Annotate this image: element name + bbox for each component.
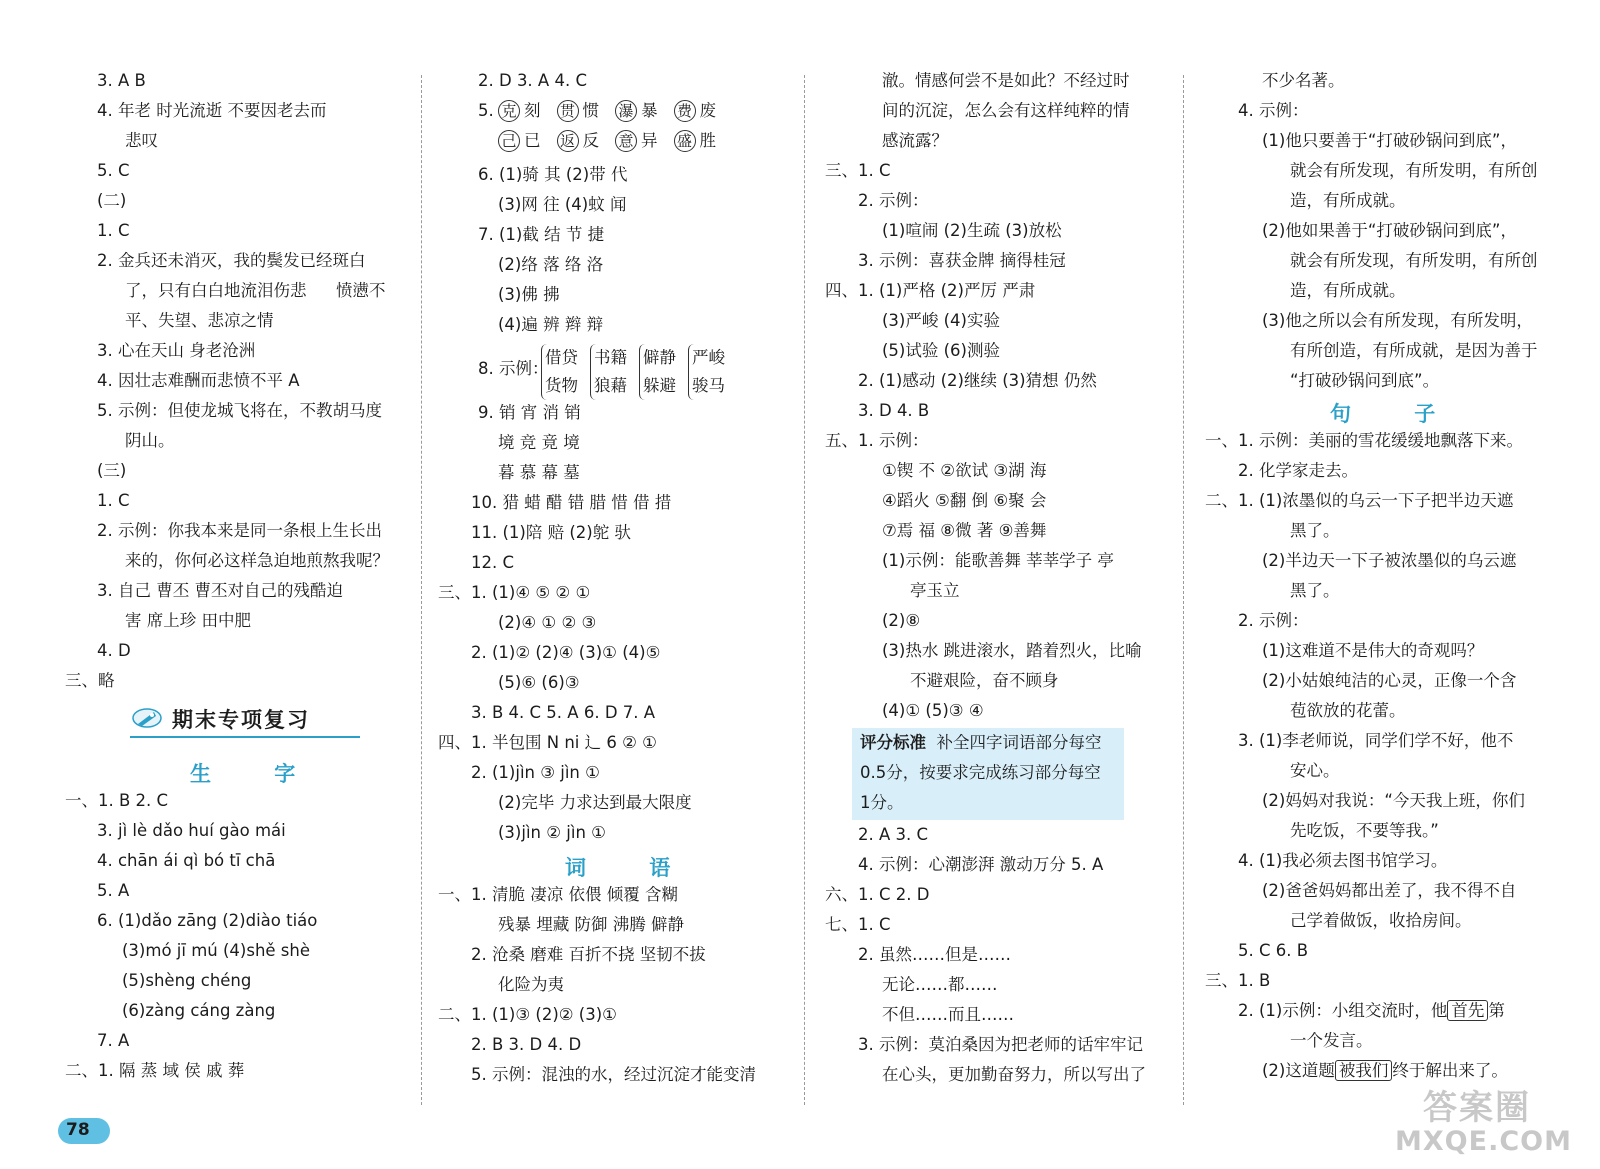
answer-line: (4)① (5)③ ④ — [882, 701, 984, 720]
answer-line: 2. (1)感动 (2)继续 (3)猜想 仍然 — [858, 371, 1097, 390]
answer-line: 一、1. 清脆 凄凉 依偎 倾覆 含糊 — [438, 885, 678, 904]
section-banner-title: 期末专项复习 — [172, 708, 310, 732]
answer-line: 2. 化学家走去。 — [1238, 461, 1358, 480]
page-number-badge — [58, 1118, 128, 1146]
answer-line: 3. D 4. B — [858, 401, 930, 420]
answer-column-3 — [825, 62, 1170, 1112]
plain-char: 暴 — [641, 101, 658, 120]
answer-line: 2. A 3. C — [858, 825, 929, 844]
column-divider — [1183, 75, 1184, 1105]
answer-line: (2)他如果善于“打破砂锅问到底”， — [1262, 221, 1517, 240]
answer-line: 3. 心在天山 身老沧洲 — [97, 341, 256, 360]
plain-char: 已 — [524, 131, 541, 150]
answer-line: 二、1. (1)浓墨似的乌云一下子把半边天遮 — [1205, 491, 1514, 510]
word-pair — [688, 344, 725, 400]
column-divider — [804, 75, 805, 1105]
answer-line: 2. 示例： — [858, 191, 929, 210]
answer-line: (2)爸爸妈妈都出差了，我不得不自 — [1262, 881, 1517, 900]
answer-line: 二、1. 隔 蒸 域 侯 戚 葬 — [65, 1061, 245, 1080]
column-divider — [421, 75, 422, 1105]
answer-line: 3. 自己 曹丕 曹丕对自己的残酷迫 — [97, 581, 343, 600]
answer-line: 害 席上珍 田中肥 — [125, 611, 251, 630]
answer-line: 2. 虽然……但是…… — [858, 945, 1011, 964]
answer-text: 第 — [1488, 1001, 1505, 1020]
answer-line: 7. (1)截 结 节 捷 — [478, 225, 605, 244]
circled-char: 返 — [557, 130, 579, 152]
answer-line: (3)热水 跳进滚水，踏着烈火，比喻 — [882, 641, 1142, 660]
answer-line: 3. B 4. C 5. A 6. D 7. A — [471, 703, 656, 722]
circled-char: 盛 — [674, 130, 696, 152]
circled-char: 费 — [674, 100, 696, 122]
answer-line: 2. B 3. D 4. D — [471, 1035, 582, 1054]
circled-char: 克 — [498, 100, 520, 122]
q8-group — [541, 344, 737, 400]
answer-line: 5. C — [97, 161, 130, 180]
answer-line: 就会有所发现，有所发明，有所创 — [1290, 161, 1538, 180]
answer-line: 5. C 6. B — [1238, 941, 1309, 960]
answer-line: 七、1. C — [825, 915, 891, 934]
answer-line: (1)他只要善于“打破砂锅问到底”， — [1262, 131, 1517, 150]
answer-line: 感流露？ — [882, 131, 948, 150]
answer-line: (3)佛 拂 — [498, 285, 560, 304]
word-pair-bottom: 躲避 — [643, 376, 676, 395]
page-number: 78 — [66, 1120, 90, 1140]
answer-line: 残暴 埋藏 防御 沸腾 僻静 — [498, 915, 684, 934]
plain-char: 异 — [641, 131, 658, 150]
answer-line: (3)他之所以会有所发现，有所发明， — [1262, 311, 1533, 330]
answer-line: (3)严峻 (4)实验 — [882, 311, 1000, 330]
word-pair — [590, 344, 627, 400]
answer-line: 造，有所成就。 — [1290, 281, 1406, 300]
answer-line: 四、1. 半包围 N ni 辶 6 ② ① — [438, 733, 657, 752]
answer-line: 己学着做饭，收拾房间。 — [1290, 911, 1472, 930]
answer-line: 阴山。 — [125, 431, 175, 450]
answer-line: (2)④ ① ② ③ — [498, 613, 597, 632]
answer-line: 2. 示例： — [1238, 611, 1309, 630]
scoring-criteria-line: 0.5分，按要求完成练习部分每空 — [860, 763, 1101, 782]
word-pair-bottom: 骏马 — [692, 376, 725, 395]
answer-line: (2)完毕 力求达到最大限度 — [498, 793, 692, 812]
answer-line: (3)mó jī mú (4)shě shè — [122, 941, 311, 960]
scoring-criteria-label: 评分标准 — [860, 733, 926, 752]
answer-line: 8. 示例： — [478, 359, 549, 378]
answer-line: ⑦焉 福 ⑧微 著 ⑨善舞 — [882, 521, 1047, 540]
word-pair — [639, 344, 676, 400]
heading-ju-zi: 句 子 — [1330, 402, 1464, 426]
answer-line: (1)喧闹 (2)生疏 (3)放松 — [882, 221, 1062, 240]
answer-text: (2)这道题 — [1262, 1061, 1335, 1080]
answer-line: (2)小姑娘纯洁的心灵，正像一个含 — [1262, 671, 1517, 690]
answer-line: 7. A — [97, 1031, 130, 1050]
answer-text: 终于解出来了。 — [1392, 1061, 1508, 1080]
answer-line: (6)zàng cáng zàng — [122, 1001, 276, 1020]
answer-line: 4. (1)我必须去图书馆学习。 — [1238, 851, 1448, 870]
answer-line: 安心。 — [1290, 761, 1340, 780]
answer-line: (2)妈妈对我说：“今天我上班，你们 — [1262, 791, 1525, 810]
answer-column-1 — [65, 62, 405, 1112]
watermark-url: MXQE.COM — [1395, 1126, 1572, 1157]
scoring-criteria-line — [860, 732, 1102, 754]
plain-char: 废 — [699, 101, 716, 120]
answer-line: 2. 沧桑 磨难 百折不挠 坚韧不拔 — [471, 945, 706, 964]
answer-line: 苞欲放的花蕾。 — [1290, 701, 1406, 720]
watermark-logo — [1395, 1080, 1572, 1160]
answer-line: 四、1. (1)严格 (2)严厉 严肃 — [825, 281, 1036, 300]
scoring-criteria-line: 1分。 — [860, 793, 904, 812]
answer-line: 暮 慕 幕 墓 — [498, 463, 580, 482]
answer-line: 1. C — [97, 491, 130, 510]
answer-overlay-text: 愤懑不 — [336, 281, 386, 300]
answer-line: (3)jìn ② jìn ① — [498, 823, 606, 842]
word-pair-top: 严峻 — [692, 348, 725, 367]
q5-row — [498, 100, 732, 122]
answer-line: 6. (1)骑 其 (2)带 代 — [478, 165, 628, 184]
q5-row — [498, 130, 732, 152]
circled-char: 瀑 — [615, 100, 637, 122]
answer-line: (三) — [97, 461, 127, 480]
answer-column-4 — [1205, 62, 1555, 1112]
answer-line: 2. D 3. A 4. C — [478, 71, 587, 90]
answer-line: 1. C — [97, 221, 130, 240]
answer-line: 一个发言。 — [1290, 1031, 1373, 1050]
answer-column-2 — [438, 62, 783, 1112]
answer-line: 不但……而且…… — [882, 1005, 1014, 1024]
answer-line: 3. 示例：喜获金牌 摘得桂冠 — [858, 251, 1066, 270]
scoring-criteria-box — [852, 728, 1124, 820]
answer-line: (3)网 往 (4)蚊 闻 — [498, 195, 627, 214]
answer-line-boxed — [1262, 1060, 1508, 1082]
plain-char: 惯 — [582, 101, 599, 120]
answer-line: 间的沉淀，怎么会有这样纯粹的情 — [882, 101, 1130, 120]
answer-line: 4. 因壮志难酬而悲愤不平 A — [97, 371, 300, 390]
answer-line: 3. A B — [97, 71, 146, 90]
circled-char: 己 — [498, 130, 520, 152]
word-pair — [541, 344, 578, 400]
answer-line: (5)⑥ (6)③ — [498, 673, 580, 692]
answer-line: (二) — [97, 191, 127, 210]
answer-line: 有所创造，有所成就，是因为善于 — [1290, 341, 1538, 360]
word-pair-bottom: 狼藉 — [594, 376, 627, 395]
answer-line: 11. (1)陪 赔 (2)鸵 驮 — [471, 523, 631, 542]
boxed-word: 被我们 — [1335, 1060, 1393, 1081]
answer-line: 2. 金兵还未消灭，我的鬓发已经斑白 — [97, 251, 366, 270]
answer-line: 三、1. C — [825, 161, 891, 180]
answer-line: 12. C — [471, 553, 515, 572]
boxed-word: 首先 — [1447, 1000, 1488, 1021]
answer-line: 就会有所发现，有所发明，有所创 — [1290, 251, 1538, 270]
word-pair-top: 僻静 — [643, 348, 676, 367]
answer-text: 2. (1)示例：小组交流时，他 — [1238, 1001, 1448, 1020]
answer-line: 4. 示例：心潮澎湃 激动万分 5. A — [858, 855, 1104, 874]
answer-line: 先吃饭，不要等我。” — [1290, 821, 1439, 840]
answer-line: 2. (1)② (2)④ (3)① (4)⑤ — [471, 643, 661, 662]
answer-line: 二、1. (1)③ (2)② (3)① — [438, 1005, 617, 1024]
heading-sheng-zi: 生 字 — [190, 762, 324, 786]
plain-char: 刻 — [524, 101, 541, 120]
answer-line: ④蹈火 ⑤翻 倒 ⑥聚 会 — [882, 491, 1047, 510]
answer-line: 3. 示例：莫泊桑因为把老师的话牢牢记 — [858, 1035, 1143, 1054]
answer-line: 9. 销 宵 消 销 — [478, 403, 581, 422]
answer-line: 5. 示例：但使龙城飞将在，不教胡马度 — [97, 401, 382, 420]
answer-line: (5)试验 (6)测验 — [882, 341, 1000, 360]
word-pair-bottom: 货物 — [545, 376, 578, 395]
answer-line: 平、失望、悲凉之情 — [125, 311, 274, 330]
answer-line: 来的，你何必这样急迫地煎熬我呢？ — [125, 551, 389, 570]
section-banner — [130, 702, 360, 738]
answer-line: 造，有所成就。 — [1290, 191, 1406, 210]
answer-line: (5)shèng chéng — [122, 971, 252, 990]
answer-line: 6. (1)dǎo zāng (2)diào tiáo — [97, 911, 318, 930]
answer-line: (4)遍 辨 辫 辩 — [498, 315, 604, 334]
answer-line: 不少名著。 — [1262, 71, 1345, 90]
answer-line: 2. 示例：你我本来是同一条根上生长出 — [97, 521, 382, 540]
answer-line: 4. 年老 时光流逝 不要因老去而 — [97, 101, 327, 120]
answer-line: 化险为夷 — [498, 975, 564, 994]
word-pair-top: 书籍 — [594, 348, 627, 367]
answer-line: 5. A — [97, 881, 130, 900]
answer-line: 10. 猎 蜡 醋 错 腊 惜 借 措 — [471, 493, 672, 512]
answer-line: 五、1. 示例： — [825, 431, 929, 450]
circled-char: 意 — [615, 130, 637, 152]
answer-line: 六、1. C 2. D — [825, 885, 930, 904]
word-pair-top: 借贷 — [545, 348, 578, 367]
answer-line: 三、1. (1)④ ⑤ ② ① — [438, 583, 591, 602]
watermark-text: 答案圈 — [1423, 1088, 1531, 1128]
scoring-criteria-text: 补全四字词语部分每空 — [936, 733, 1102, 752]
answer-line: (2)络 落 络 洛 — [498, 255, 604, 274]
answer-line: 黑了。 — [1290, 581, 1340, 600]
answer-line: 亭玉立 — [910, 581, 960, 600]
heading-ci-yu: 词 语 — [565, 856, 699, 880]
answer-line: 4. chān ái qì bó tī chā — [97, 851, 276, 870]
answer-line: (1)这难道不是伟大的奇观吗？ — [1262, 641, 1484, 660]
rocket-icon — [130, 704, 164, 732]
answer-line: (2)⑧ — [882, 611, 921, 630]
answer-line: 黑了。 — [1290, 521, 1340, 540]
answer-line: 澈。情感何尝不是如此？不经过时 — [882, 71, 1130, 90]
answer-line: 了，只有白白地流泪伤悲 — [125, 281, 307, 300]
circled-char: 贯 — [557, 100, 579, 122]
answer-line: 三、略 — [65, 671, 115, 690]
q5-label: 5. — [478, 101, 494, 120]
answer-line: 在心头，更加勤奋努力，所以写出了 — [882, 1065, 1146, 1084]
answer-line: 一、1. 示例：美丽的雪花缓缓地飘落下来。 — [1205, 431, 1523, 450]
answer-line: “打破砂锅问到底”。 — [1290, 371, 1440, 390]
plain-char: 胜 — [699, 131, 716, 150]
answer-line: 不避艰险，奋不顾身 — [910, 671, 1059, 690]
answer-line: 3. jì lè dǎo huí gào mái — [97, 821, 286, 840]
answer-line: 4. D — [97, 641, 131, 660]
answer-line: 境 竞 竟 境 — [498, 433, 580, 452]
answer-line: ①锲 不 ②欲试 ③湖 海 — [882, 461, 1047, 480]
answer-line: 无论……都…… — [882, 975, 998, 994]
answer-line: 4. 示例： — [1238, 101, 1309, 120]
answer-line: 三、1. B — [1205, 971, 1271, 990]
answer-line: 2. (1)jìn ③ jìn ① — [471, 763, 600, 782]
answer-line: 5. 示例：混浊的水，经过沉淀才能变清 — [471, 1065, 756, 1084]
answer-line: (1)示例：能歌善舞 莘莘学子 亭 — [882, 551, 1114, 570]
answer-line: 一、1. B 2. C — [65, 791, 169, 810]
answer-line: (2)半边天一下子被浓墨似的乌云遮 — [1262, 551, 1517, 570]
plain-char: 反 — [582, 131, 599, 150]
answer-line-boxed — [1238, 1000, 1505, 1022]
answer-line: 3. (1)李老师说，同学们学不好，他不 — [1238, 731, 1514, 750]
answer-line: 悲叹 — [125, 131, 158, 150]
